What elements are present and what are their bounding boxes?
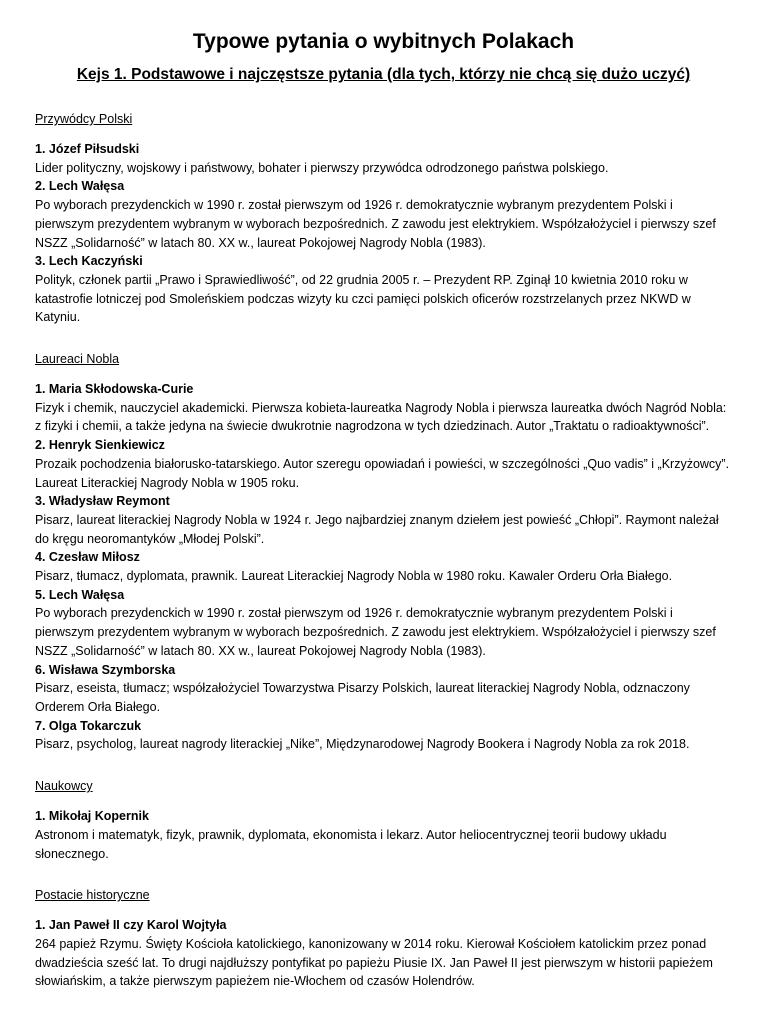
- entry-name: 1. Józef Piłsudski: [35, 142, 140, 156]
- list-item: [35, 548, 732, 585]
- entry-description: Po wyborach prezydenckich w 1990 r. został pierwszym od 1926 r. demokratycznie wybranym prezydentem Polski i pierwszym prezydentem wybranym w wyborach bezpośrednich. Z zawodu jest elektrykiem. Współzałożyciel i pierwszy szef NSZZ „Solidarność” w latach 80. XX w., laureat Pokojowej Nagrody Nobla (1983).: [35, 606, 716, 658]
- section-naukowcy: [35, 778, 732, 863]
- entry-description: Polityk, członek partii „Prawo i Sprawiedliwość”, od 22 grudnia 2005 r. – Prezydent RP. Zginął 10 kwietnia 2010 roku w katastrofie lotniczej pod Smoleńskiem podczas wizyty ku czci pamięci polskich oficerów rozstrzelanych przez NKWD w Katyniu.: [35, 272, 691, 325]
- entry-description: Pisarz, tłumacz, dyplomata, prawnik. Laureat Literackiej Nagrody Nobla w 1980 roku. Kawaler Orderu Orła Białego.: [35, 569, 673, 584]
- entry-description: Astronom i matematyk, fizyk, prawnik, dyplomata, ekonomista i lekarz. Autor heliocentrycznej teorii budowy układu słonecznego.: [35, 827, 667, 861]
- entry-name: 3. Lech Kaczyński: [35, 254, 143, 269]
- list-item: [35, 661, 732, 717]
- section-postacie-historyczne: [35, 887, 732, 991]
- entry-name: 7. Olga Tokarczuk: [35, 718, 142, 733]
- list-item: [35, 252, 732, 327]
- entry-description: Lider polityczny, wojskowy i państwowy, bohater i pierwszy przywódca odrodzonego państwa polskiego.: [35, 160, 609, 175]
- section-heading: Postacie historyczne: [35, 888, 150, 903]
- list-item: [35, 807, 732, 863]
- list-item: [35, 380, 732, 436]
- entry-description: 264 papież Rzymu. Święty Kościoła katolickiego, kanonizowany w 2014 roku. Kierował Kościołem katolickim przez ponad dwadzieścia sześć lat. To drugi najdłuższy pontyfikat po papieżu Piusie IX. Jan Paweł II jest pierwszym w historii papieżem słowiańskim, a także pierwszym papieżem nie-Włochem od czasów Holendrów.: [35, 936, 713, 989]
- entry-description: Fizyk i chemik, nauczyciel akademicki. Pierwsza kobieta-laureatka Nagrody Nobla i pierwsza laureatka dwóch Nagród Nobla: z fizyki i chemii, a także jedyna na świecie dwukrotnie nagrodzona w tych dziedzinach. Autor „Traktatu o radioaktywności”.: [35, 400, 727, 434]
- entry-description: Pisarz, laureat literackiej Nagrody Nobla w 1924 r. Jego najbardziej znanym dziełem jest powieść „Chłopi”. Raymont należał do kręgu neoromantyków „Młodej Polski”.: [35, 512, 719, 546]
- section-heading: Przywódcy Polski: [35, 112, 133, 126]
- entry-name: 2. Henryk Sienkiewicz: [35, 438, 165, 453]
- section-laureaci-nobla: [35, 351, 732, 754]
- list-item: [35, 916, 732, 991]
- entry-description: Po wyborach prezydenckich w 1990 r. został pierwszym od 1926 r. demokratycznie wybranym prezydentem Polski i pierwszym prezydentem wybranym w wyborach bezpośrednich. Z zawodu jest elektrykiem. Współzałożyciel i pierwszy szef NSZZ „Solidarność” w latach 80. XX w., laureat Pokojowej Nagrody Nobla (1983).: [35, 198, 716, 250]
- entry-name: 5. Lech Wałęsa: [35, 587, 125, 602]
- section-heading: Laureaci Nobla: [35, 352, 120, 367]
- list-item: [35, 177, 732, 252]
- entry-name: 1. Maria Skłodowska-Curie: [35, 382, 194, 397]
- entry-name: 3. Władysław Reymont: [35, 494, 170, 509]
- list-item: [35, 436, 732, 492]
- entry-description: Prozaik pochodzenia białorusko-tatarskiego. Autor szeregu opowiadań i powieści, w szczególności „Quo vadis” i „Krzyżowcy”. Laureat Literackiej Nagrody Nobla w 1905 roku.: [35, 456, 730, 490]
- section-heading: Naukowcy: [35, 779, 93, 794]
- sections-container: [35, 111, 732, 991]
- entry-name: 6. Wisława Szymborska: [35, 662, 176, 677]
- entry-name: 1. Jan Paweł II czy Karol Wojtyła: [35, 918, 227, 933]
- entry-description: Pisarz, psycholog, laureat nagrody literackiej „Nike”, Międzynarodowej Nagrody Bookera i Nagrody Nobla za rok 2018.: [35, 737, 690, 752]
- document-subtitle: Kejs 1. Podstawowe i najczęstsze pytania (dla tych, którzy nie chcą się dużo uczyć): [76, 66, 691, 83]
- entry-name: 4. Czesław Miłosz: [35, 550, 140, 565]
- section-przywodcy: [35, 111, 732, 327]
- entry-name: 1. Mikołaj Kopernik: [35, 809, 149, 824]
- list-item: [35, 492, 732, 548]
- document-title: Typowe pytania o wybitnych Polakach: [192, 30, 575, 53]
- entry-name: 2. Lech Wałęsa: [35, 179, 125, 194]
- entry-description: Pisarz, eseista, tłumacz; współzałożyciel Towarzystwa Pisarzy Polskich, laureat literackiej Nagrody Nobla, odznaczony Orderem Orła Białego.: [35, 681, 690, 714]
- list-item: [35, 586, 732, 661]
- list-item: [35, 140, 732, 177]
- list-item: [35, 717, 732, 754]
